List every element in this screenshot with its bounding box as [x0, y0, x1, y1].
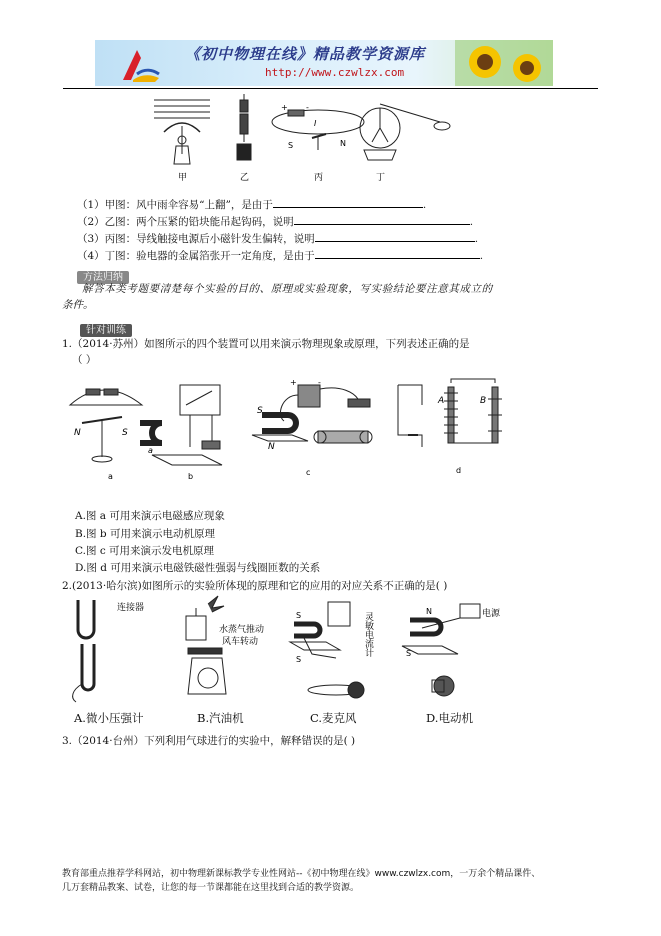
q2-fig-d-s: S	[406, 649, 412, 658]
q2-fig-d-n: N	[426, 607, 432, 616]
answer-blank[interactable]	[315, 247, 480, 259]
q1-stem: 1.（2014·苏州）如图所示的四个装置可以用来演示物理现象或原理，下列表述正确的是	[62, 338, 470, 350]
q1-fig-a-s: S	[122, 428, 128, 438]
fig1-minus: -	[306, 103, 309, 112]
q1-fig-label-b: b	[188, 472, 194, 481]
method-tag: 方法归纳	[77, 271, 129, 284]
q1-option-d[interactable]: D.图 d 可用来演示电磁铁磁性强弱与线圈匝数的关系	[75, 562, 321, 574]
footer-line-1: 教育部重点推荐学科网站，初中物理新课标教学专业性网站--《初中物理在线》www.czwlzx.com，一万余个精品课件、	[62, 869, 541, 879]
q1-answer-paren: （ ）	[72, 354, 97, 366]
fig1-label-ding: 丁	[376, 173, 386, 183]
question-item-4: （4）丁图：验电器的金属箔张开一定角度，是由于 .	[77, 247, 483, 263]
q1-fig-c-minus: -	[318, 378, 321, 387]
answer-blank[interactable]	[294, 213, 470, 225]
question-item-3: （3）丙图：导线触接电源后小磁针发生偏转，说明 .	[77, 230, 478, 246]
q1-fig-b-a: a	[148, 446, 153, 455]
q1-fig-d-A: A	[438, 396, 445, 406]
q2-fig-b	[186, 596, 226, 694]
q2-option-a[interactable]: A.微小压强计	[74, 711, 144, 725]
q1-fig-d	[398, 379, 502, 447]
q2-fig-c-s-top: S	[296, 611, 302, 620]
q1-option-b[interactable]: B.图 b 可用来演示电动机原理	[75, 528, 215, 540]
umbrella-figure	[154, 100, 210, 164]
q1-fig-c-s: S	[257, 406, 263, 416]
fig1-plus: +	[281, 103, 288, 112]
fig1-s-label: S	[288, 141, 294, 150]
header-rule	[63, 88, 598, 89]
method-text-1: 解答本类考题要清楚每个实验的目的、原理或实验现象，写实验结论要注意其成立的	[82, 283, 493, 295]
banner-url[interactable]: http://www.czwlzx.com	[265, 66, 405, 79]
q2-power-label: 电源	[482, 609, 501, 619]
fig1-label-bing: 丙	[314, 173, 324, 183]
site-logo	[115, 44, 163, 84]
fig1-label-yi: 乙	[240, 173, 250, 183]
fig1-n-label: N	[340, 139, 346, 148]
q2-fig-d	[402, 604, 480, 696]
q1-fig-label-a: a	[108, 472, 113, 481]
sunflower-image	[455, 40, 553, 86]
q2-steam-label-2: 风车转动	[222, 637, 259, 647]
q2-stem: 2.(2013·哈尔滨)如图所示的实验所体现的原理和它的应用的对应关系不正确的是( )	[62, 580, 448, 592]
q1-fig-a-n: N	[74, 428, 81, 438]
answer-blank[interactable]	[315, 230, 475, 242]
q1-fig-label-d: d	[456, 466, 462, 475]
figure-1-experiments	[140, 92, 460, 184]
lead-blocks-figure	[237, 94, 251, 160]
q1-fig-label-c: c	[306, 468, 311, 477]
fig1-label-jia: 甲	[178, 173, 188, 183]
q2-figure	[62, 594, 522, 706]
q1-fig-a	[70, 389, 142, 462]
q2-fig-c-s: S	[296, 655, 302, 664]
q2-fig-a	[73, 600, 94, 702]
method-text-2: 条件。	[62, 299, 94, 311]
q2-galvo-label: 灵敏电流计	[363, 612, 373, 657]
q2-option-d[interactable]: D.电动机	[426, 711, 473, 725]
q1-option-a[interactable]: A.图 a 可用来演示电磁感应现象	[75, 510, 225, 522]
q1-figure	[62, 375, 532, 485]
practice-tag: 针对训练	[80, 324, 132, 337]
q2-option-b[interactable]: B.汽油机	[197, 711, 244, 725]
header-banner	[95, 40, 553, 86]
answer-blank[interactable]	[273, 196, 423, 208]
q1-option-c[interactable]: C.图 c 可用来演示发电机原理	[75, 545, 215, 557]
q1-fig-c	[252, 385, 372, 443]
question-item-1: （1）甲图：风中雨伞容易“上翻”，是由于 .	[77, 196, 426, 212]
q1-fig-d-B: B	[480, 396, 487, 406]
q2-steam-label: 水蒸气推动	[219, 625, 265, 635]
banner-title: 《初中物理在线》精品教学资源库	[185, 45, 426, 63]
q2-option-c[interactable]: C.麦克风	[310, 711, 357, 725]
q3-stem: 3.（2014·台州）下列利用气球进行的实验中，解释错误的是( )	[62, 735, 356, 747]
electroscope-figure	[360, 104, 450, 160]
q2-connector-label: 连接器	[117, 603, 145, 613]
practice-heading	[80, 318, 132, 337]
oersted-figure	[272, 110, 364, 150]
fig1-current-label: I	[314, 119, 317, 128]
q1-fig-c-plus: +	[290, 378, 297, 387]
q2-fig-c	[290, 602, 364, 698]
q1-fig-c-n: N	[268, 442, 275, 452]
question-item-2: （2）乙图：两个压紧的铅块能吊起钩码，说明 .	[77, 213, 473, 229]
footer-line-2: 几万套精品教案、试卷，让您的每一节课都能在这里找到合适的教学资源。	[62, 883, 360, 893]
